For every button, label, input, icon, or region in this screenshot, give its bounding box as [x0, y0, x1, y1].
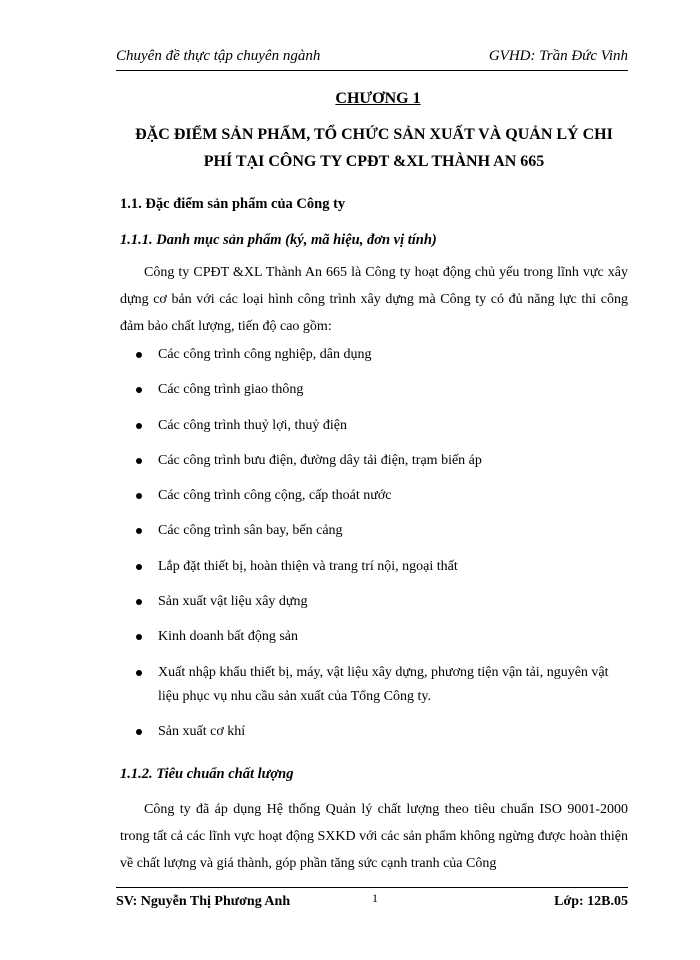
section-heading-1-1: 1.1. Đặc điểm sản phẩm của Công ty [120, 196, 346, 212]
list-item-text: Sản xuất vật liệu xây dựng [158, 594, 308, 610]
quality-paragraph: Công ty đã áp dụng Hệ thống Quản lý chất lượng theo tiêu chuẩn ISO 9001-2000 trong tất cả các lĩnh vực hoạt động SXKD với các sản phẩm không ngừng được hoàn thiện về chất lượng và giá thành, góp phần tăng sức cạnh tranh của Công [120, 802, 628, 871]
list-item-text: Các công trình công nghiệp, dân dụng [158, 347, 372, 362]
list-item-text: Các công trình thuỷ lợi, thuỷ điện [158, 417, 347, 433]
list-item [120, 449, 628, 473]
header-report-title: Chuyên đề thực tập chuyên ngành [116, 48, 321, 64]
bullet-icon [136, 634, 142, 640]
list-item [120, 484, 628, 508]
list-item-text: Các công trình sân bay, bến cảng [158, 523, 343, 539]
section-heading-1-1-2: 1.1.2. Tiêu chuẩn chất lượng [120, 766, 294, 782]
bullet-icon [136, 528, 142, 534]
product-list [120, 343, 628, 755]
intro-paragraph: Công ty CPĐT &XL Thành An 665 là Công ty hoạt động chủ yếu trong lĩnh vực xây dựng cơ bản với các loại hình công trình xây dựng mà Công ty có đủ năng lực thi công đảm bảo chất lượng, tiến độ cao gồm: [120, 265, 628, 334]
list-item-text: Sản xuất cơ khí [158, 723, 246, 739]
chapter-label: CHƯƠNG 1 [335, 90, 421, 107]
list-item-text: Các công trình công cộng, cấp thoát nước [158, 488, 392, 504]
footer-class: Lớp: 12B.05 [554, 894, 628, 909]
list-item [120, 343, 628, 367]
list-item-text: Các công trình bưu điện, đường dây tải điện, trạm biến áp [158, 452, 482, 468]
list-item [120, 661, 628, 709]
list-item [120, 555, 628, 579]
section-heading-1-1-1: 1.1.1. Danh mục sản phẩm (ký, mã hiệu, đơn vị tính) [120, 232, 437, 248]
list-item [120, 625, 628, 649]
list-item [120, 519, 628, 543]
footer-student-name: SV: Nguyễn Thị Phương Anh [116, 894, 291, 909]
bullet-icon [136, 564, 142, 570]
chapter-heading [0, 90, 700, 108]
chapter-title-line: ĐẶC ĐIỂM SẢN PHẨM, TỔ CHỨC SẢN XUẤT VÀ QUẢN LÝ CHI [135, 126, 613, 143]
list-item-text: Các công trình giao thông [158, 382, 304, 398]
bullet-icon [136, 729, 142, 735]
list-item-text: Kinh doanh bất động sản [158, 629, 298, 645]
bullet-icon [136, 599, 142, 605]
list-item-text: Xuất nhập khẩu thiết bị, máy, vật liệu xây dựng, phương tiện vận tải, nguyên vật liệu phục vụ nhu cầu sản xuất của Tổng Công ty. [158, 664, 609, 704]
header-divider [116, 70, 628, 71]
list-item [120, 720, 628, 744]
bullet-icon [136, 493, 142, 499]
page-header [116, 44, 628, 70]
list-item [120, 414, 628, 438]
chapter-title-line: PHÍ TẠI CÔNG TY CPĐT &XL THÀNH AN 665 [203, 153, 545, 170]
bullet-icon [136, 670, 142, 676]
header-supervisor: GVHD: Trần Đức Vinh [488, 48, 628, 64]
bullet-icon [136, 458, 142, 464]
bullet-icon [136, 423, 142, 429]
list-item-text: Lắp đặt thiết bị, hoàn thiện và trang trí nội, ngoại thất [158, 558, 458, 574]
list-item [120, 378, 628, 402]
footer-divider [116, 887, 628, 888]
bullet-icon [136, 387, 142, 393]
list-item [120, 590, 628, 614]
page-footer [116, 891, 628, 914]
chapter-title [120, 121, 628, 175]
page-number: 1 [372, 891, 378, 905]
bullet-icon [136, 352, 142, 358]
